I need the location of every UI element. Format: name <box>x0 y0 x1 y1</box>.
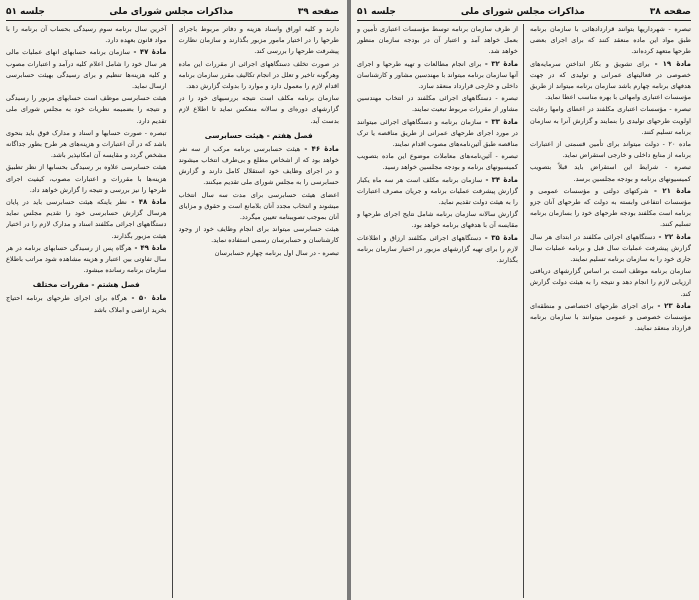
article-paragraph <box>530 301 691 335</box>
article-paragraph <box>6 197 167 242</box>
article-text: آخرین سال برنامه سوم رسیدگی بحساب آن برنامه را با مواد قانون بعهده دارد. <box>6 25 167 45</box>
article-number: مادهٔ ۳۲ - <box>481 59 519 68</box>
article-number: مادهٔ ۵۰ - <box>127 294 167 303</box>
article-text: سازمان برنامه مکلف است هر سه ماه یکبار گزارش پیشرفت عملیات برنامه و جریان مصرف اعتبارات را به هیئت دولت تقدیم نماید. <box>357 175 518 207</box>
article-text: برای انجام مطالعات و تهیه طرحها و اجرای آنها سازمان برنامه میتواند با مهندسین مشاور و کارشناسان داخلی و خارجی قرارداد منعقد سازد. <box>357 59 518 91</box>
article-paragraph <box>530 59 691 104</box>
article-text: گزارش سالانه سازمان برنامه شامل نتایج اجرای طرحها و مقایسه آن با هدفهای برنامه خواهد بود. <box>357 210 518 230</box>
article-text: برای تشویق و بکار انداختن سرمایه‌های خصوصی در فعالیتهای عمرانی و تولیدی که در جهت هدفهای برنامه چهارم باشد سازمان برنامه میتواند از طریق مؤسسات اعتباری وامهائی با بهره مناسب اعطا نماید. <box>530 59 691 102</box>
article-paragraph <box>179 248 340 259</box>
article-paragraph <box>6 24 167 46</box>
article-paragraph <box>530 162 691 184</box>
article-number: مادهٔ ۴۸ - <box>126 198 167 207</box>
article-paragraph <box>6 243 167 277</box>
article-text: سازمان برنامه موظف است بر اساس گزارشهای دریافتی ارزیابی لازم را انجام دهد و نتیجه را به هیئت دولت گزارش کند. <box>530 267 691 298</box>
article-text: تبصره - صورت حسابها و اسناد و مدارک فوق باید بنحوی باشد که در آن اعتبارات و هزینه‌های هر طرح بطور جداگانه مشخص گردد و مقایسه آن امکانپذیر باشد. <box>6 128 167 160</box>
article-number: مادهٔ ۳۴ - <box>482 175 519 184</box>
article-text: تبصره - دستگاههای اجرائی مکلفند در انتخاب مهندسین مشاور از مقررات مربوط تبعیت نمایند. <box>357 94 518 114</box>
article-text: تبصره - شرایط این استقراض باید قبلاً بتصویب کمیسیونهای برنامه و بودجه مجلسین برسد. <box>530 163 691 183</box>
article-paragraph <box>530 186 691 231</box>
article-paragraph <box>6 128 167 162</box>
article-number: مادهٔ ۲۱ - <box>648 186 691 195</box>
article-number: مادهٔ ۲۲ - <box>655 232 691 241</box>
article-text: شرکتهای دولتی و مؤسسات عمومی و مؤسسات انتفاعی وابسته به دولت که طرحهای آنان جزو برنامه است مکلفند بودجه طرحهای خود را بسازمان برنامه تسلیم کنند. <box>530 186 691 229</box>
right-page <box>351 0 699 600</box>
article-paragraph <box>357 24 518 58</box>
article-paragraph <box>530 232 691 266</box>
article-paragraph <box>357 117 518 151</box>
article-paragraph <box>357 59 518 93</box>
article-paragraph <box>179 24 340 58</box>
article-text: هیئت حسابرسی میتواند برای انجام وظایف خود از وجود کارشناسان و حسابرسان رسمی استفاده نماید. <box>178 225 339 245</box>
left-page <box>0 0 347 600</box>
article-number: مادهٔ ۳۵ - <box>481 233 519 242</box>
article-text: هرگاه پس از رسیدگی حسابهای برنامه در هر سال تفاوتی بین اعتبار و هزینه مشاهده شود مراتب باطلاع سازمان برنامه رسانده میشود. <box>6 243 167 275</box>
session-number: جلسه ۵۱ <box>357 7 396 17</box>
article-paragraph <box>6 93 167 127</box>
article-paragraph <box>179 93 340 127</box>
article-paragraph <box>6 162 167 196</box>
left-page-header <box>6 4 339 21</box>
article-text: در صورت تخلف دستگاههای اجرائی از مقررات این ماده وهرگونه تاخیر و تعلل در انجام تکالیف مقرر سازمان برنامه اقدام لازم را معمول دارد و موارد را بدولت گزارش دهد. <box>178 59 339 91</box>
section-heading: فصل هفتم - هیئت حسابرسی <box>204 130 313 140</box>
article-text: تبصره - آئین‌نامه‌های معاملات موضوع این ماده بتصویب کمیسیونهای برنامه و بودجه مجلسین خواهد رسید. <box>357 152 518 172</box>
article-text: دارند و کلیه اوراق واسناد هزینه و دفاتر مربوط باجرای طرحها را در اختیار مامور مزبور بگذارند و سازمان نظارت پیشرفت طرحها را بررسی کند. <box>178 25 339 56</box>
page-title: مذاکرات مجلس شورای ملی <box>460 7 585 17</box>
article-text: تبصره - مؤسسات اعتباری مکلفند در اعطای وامها رعایت اولویت طرحهای تولیدی را بنمایند و گزارش آنرا به سازمان برنامه تسلیم کنند. <box>530 105 691 136</box>
page-number: صفحه ۳۹ <box>297 7 339 17</box>
right-page-left-column <box>357 24 524 598</box>
article-paragraph <box>179 144 340 189</box>
article-text: سازمان برنامه حسابهای انهای عملیات مالی هر سال خود را شامل اعلام کلیه درآمد و اعتبارات مصوب و کلیه هزینه‌ها تنظیم و برای رسیدگی بهیئت حسابرسی ارسال نماید. <box>6 48 167 91</box>
article-text: هرگاه برای اجرای طرحهای برنامه احتیاج بخرید اراضی و املاک باشد <box>6 294 167 314</box>
article-paragraph <box>530 266 691 300</box>
article-text: ماده ۲۰ - دولت میتواند برای تأمین قسمتی از اعتبارات برنامه از منابع داخلی و خارجی استقراض نماید. <box>530 140 691 160</box>
article-number: مادهٔ ۲۳ - <box>653 301 691 310</box>
article-text: تبصره - شهرداریها بتوانند قراردادهائی با سازمان برنامه طبق مواد این ماده منعقد کنند که برای اجرای بعضی طرحها متعهد کرده‌اند. <box>530 25 691 56</box>
article-text: برای اجرای طرحهای اختصاصی و منطقه‌ای مؤسسات خصوصی و عمومی میتوانند با سازمان برنامه قرارداد منعقد نمایند. <box>530 301 691 333</box>
article-text: هیئت حسابرسی علاوه بر رسیدگی بحسابها از نظر تطبیق هزینه‌ها با مقررات و اعتبارات مصوب، کیفیت اجرای طرحها را نیز بررسی و نتیجه را گزارش خواهد داد. <box>6 163 167 194</box>
article-number: مادهٔ ۱۹ - <box>649 59 691 68</box>
article-paragraph <box>357 209 518 231</box>
article-paragraph <box>357 93 518 115</box>
section-heading: فصل هشتم - مقررات مختلف <box>32 280 140 290</box>
article-text: دستگاههای اجرائی مکلفند ارزاق و اطلاعات لازم را برای تهیه گزارشهای مزبور در اختیار سازمان برنامه بگذارند. <box>357 233 518 265</box>
article-paragraph <box>179 59 340 93</box>
session-number: جلسه ۵۱ <box>6 7 45 17</box>
article-paragraph <box>357 175 518 209</box>
article-text: سازمان برنامه مکلف است نتیجه بررسیهای خود را در گزارشهای دوره‌ای و سالانه منعکس نماید تا اطلاع لازم بدست آید. <box>178 94 339 125</box>
right-page-header <box>357 4 691 21</box>
article-paragraph <box>357 233 518 267</box>
article-number: مادهٔ ۳۳ - <box>481 117 519 126</box>
article-text: اعضای هیئت حسابرسی برای مدت سه سال انتخاب میشوند و انتخاب مجدد آنان بلامانع است و حقوق و مزایای آنان بموجب تصویبنامه تعیین میگردد. <box>178 190 339 222</box>
left-page-right-column <box>179 24 340 598</box>
page-number: صفحه ۳۸ <box>649 7 691 17</box>
article-paragraph <box>530 139 691 161</box>
article-text: تبصره - در سال اول برنامه چهارم حسابرسان <box>214 248 339 257</box>
article-paragraph <box>530 24 691 58</box>
article-number: مادهٔ ۴۹ - <box>131 243 167 252</box>
page-title: مذاکرات مجلس شورای ملی <box>109 7 234 17</box>
article-paragraph <box>6 47 167 92</box>
article-text: نظر باینکه هیئت حسابرسی باید در پایان هرسال گزارش حسابرسی خود را تقدیم مجلس نماید دستگاههای اجرائی مکلفند اسناد و مدارک لازم را در اختیار هیئت مزبور بگذارند. <box>6 198 167 240</box>
article-text: سازمان برنامه و دستگاههای اجرائی میتوانند در مورد اجرای طرحهای عمرانی از طریق مناقصه یا ترک مناقصه طبق آئین‌نامه‌های مصوب اقدام نمایند. <box>357 117 518 149</box>
article-paragraph <box>179 190 340 224</box>
article-number: مادهٔ ۴۷ - <box>130 48 167 57</box>
left-page-left-column <box>6 24 173 598</box>
article-text: از طرف سازمان برنامه توسط مؤسسات اعتباری تأمین و بعمل خواهد آمد و اعتبار آن در بودجه سازمان منظور خواهد شد. <box>357 25 518 56</box>
right-page-right-column <box>530 24 691 598</box>
article-paragraph <box>357 151 518 173</box>
article-number: مادهٔ ۴۶ - <box>300 144 339 153</box>
article-paragraph <box>179 224 340 246</box>
article-paragraph <box>530 104 691 138</box>
article-paragraph <box>6 293 167 315</box>
article-text: دستگاههای اجرائی مکلفند در ابتدای هر سال گزارش پیشرفت عملیات سال قبل و برنامه عملیات سال جاری خود را به سازمان برنامه تسلیم نمایند. <box>530 232 691 264</box>
article-text: هیئت حسابرسی موظف است حسابهای مزبور را رسیدگی و نتیجه را بضمیمه نظریات خود به مجلس شورای ملی تقدیم دارد. <box>6 94 167 125</box>
article-text: هیئت حسابرسی برنامه مرکب از سه نفر خواهد بود که از اشخاص مطلع و بی‌طرف انتخاب میشوند و در اجرای وظایف خود استقلال کامل دارند و گزارش حسابرسی را به مجلس شورای ملی تقدیم میکنند. <box>178 144 339 187</box>
